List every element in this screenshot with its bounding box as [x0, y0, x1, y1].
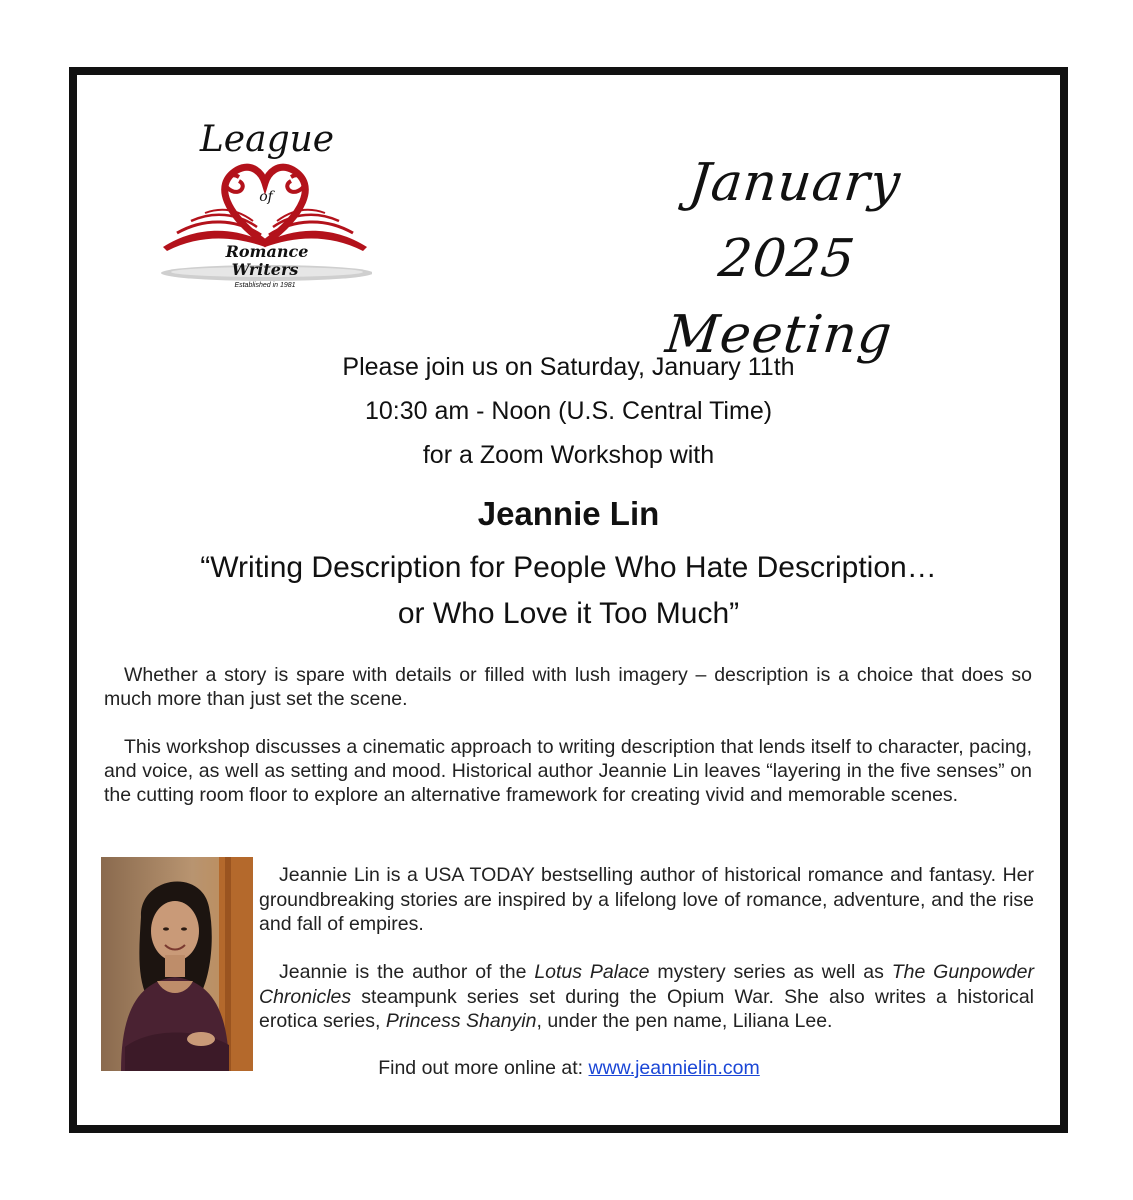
meeting-title	[605, 145, 969, 373]
workshop-title	[77, 545, 1060, 637]
author-website-link[interactable]: www.jeannielin.com	[588, 1057, 760, 1079]
invite-date: Please join us on Saturday, January 11th	[342, 353, 795, 381]
workshop-title-line1: “Writing Description for People Who Hate Description…	[200, 551, 937, 584]
logo-of-text: of	[259, 189, 273, 205]
description-paragraph-1: Whether a story is spare with details or filled with lush imagery – description is a choice that does so much more than just set the scene.	[104, 664, 1032, 710]
logo-writers-text: Writers	[231, 260, 299, 279]
author-portrait-image	[101, 857, 253, 1071]
workshop-title-line2: or Who Love it Too Much”	[397, 597, 740, 630]
find-out-more	[259, 1057, 879, 1080]
invitation-block	[77, 345, 1060, 477]
meeting-title-line2: Meeting	[662, 305, 896, 365]
speaker-name: Jeannie Lin	[477, 495, 660, 532]
invite-time: 10:30 am - Noon (U.S. Central Time)	[364, 397, 773, 425]
logo-romance-text: Romance	[225, 242, 309, 261]
meeting-title-line1: January 2025	[686, 153, 904, 289]
league-logo	[157, 115, 372, 295]
bio-paragraph-2: Jeannie is the author of the Lotus Palace mystery series as well as The Gunpowder Chronicles steampunk series set during the Opium War. She also writes a historical erotica series, Princess Shanyin, under the pen name, Liliana Lee.	[259, 961, 1034, 1032]
logo-graphic	[157, 115, 372, 295]
bio-paragraph-1: Jeannie Lin is a USA TODAY bestselling author of historical romance and fantasy. Her groundbreaking stories are inspired by a lifelong love of romance, adventure, and the rise and fall of empires.	[259, 864, 1034, 935]
series-gunpowder-chronicles: The Gunpowder Chronicles	[259, 961, 1034, 1008]
author-photo	[101, 857, 253, 1071]
series-lotus-palace: Lotus Palace	[534, 961, 650, 983]
logo-league-text: League	[199, 119, 335, 160]
invite-format: for a Zoom Workshop with	[422, 441, 715, 469]
logo-established-text: Established in 1981	[234, 282, 296, 289]
description-paragraph-2: This workshop discusses a cinematic approach to writing description that lends itself to character, pacing, and voice, as well as setting and mood. Historical author Jeannie Lin leaves “layering in the five senses” on the cutting room floor to explore an alternative framework for creating vivid and memorable scenes.	[104, 736, 1032, 806]
find-out-more-label: Find out more online at:	[378, 1057, 589, 1079]
series-princess-shanyin: Princess Shanyin	[385, 1010, 537, 1032]
flyer-frame	[69, 67, 1068, 1133]
